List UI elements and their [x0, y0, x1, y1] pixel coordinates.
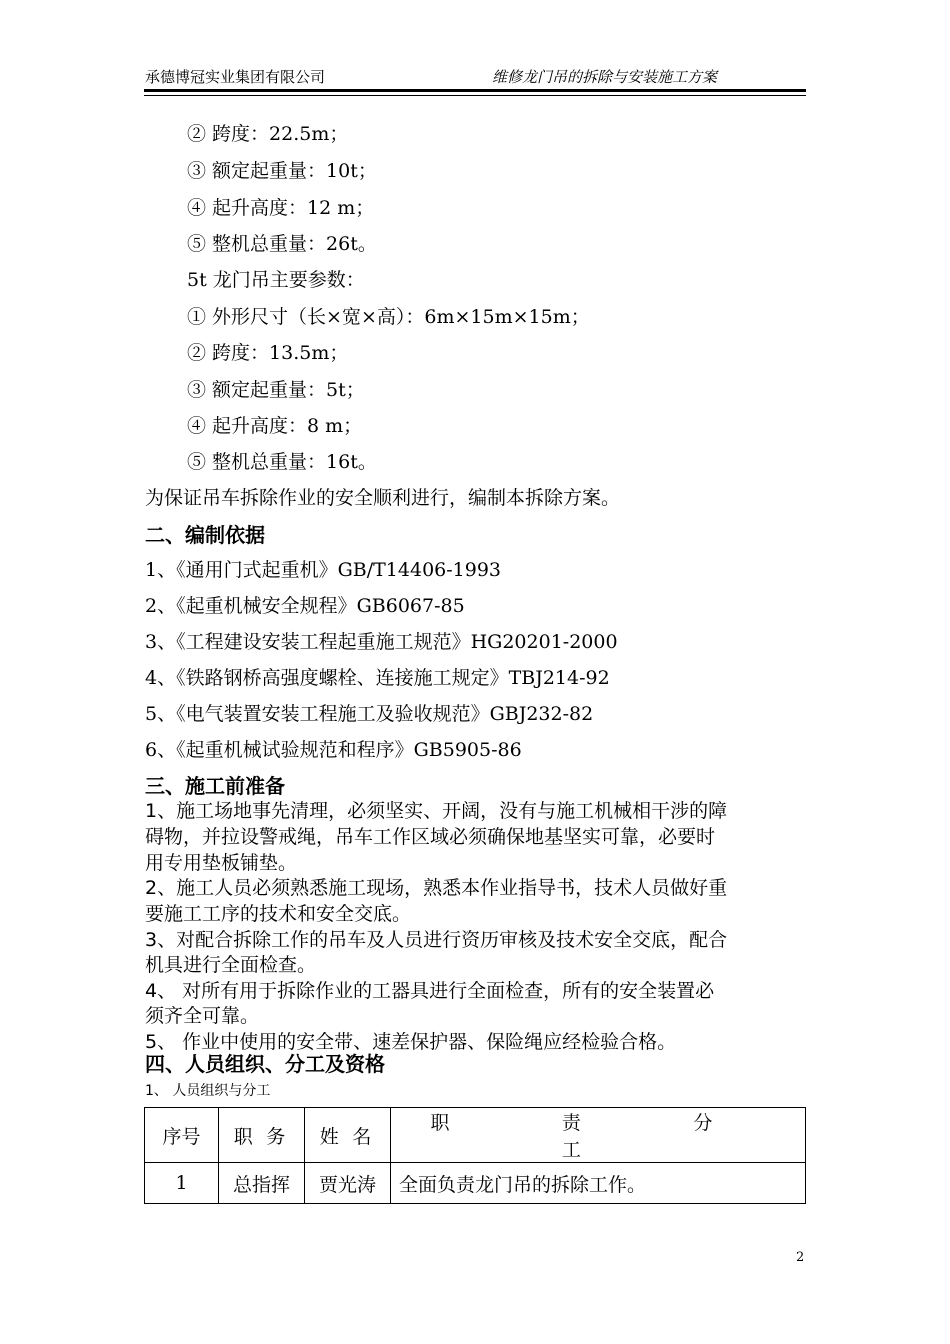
header-cell-duty: 职 责 分 工 [391, 1108, 806, 1163]
reference-item: 4、《铁路钢桥高强度螺栓、连接施工规定》TBJ214-92 [145, 667, 610, 689]
spec-5t-capacity: ③ 额定起重量：5t； [187, 379, 365, 401]
header-rule-thick [144, 89, 806, 92]
reference-item: 6、《起重机械试验规范和程序》GB5905-86 [145, 739, 522, 761]
prep-line: 要施工工序的技术和安全交底。 [145, 903, 412, 925]
section-3-heading: 三、施工前准备 [145, 774, 285, 798]
cell-index: 1 [145, 1163, 219, 1204]
prep-line: 机具进行全面检查。 [145, 954, 317, 976]
prep-line: 须齐全可靠。 [145, 1005, 260, 1027]
spec-10t-lift-height: ④ 起升高度：12 m； [187, 197, 375, 219]
header-rule-thin [144, 95, 806, 96]
header-cell-role: 职 务 [219, 1108, 305, 1163]
prep-line: 1、施工场地事先清理，必须坚实、开阔，没有与施工机械相干涉的障 [145, 800, 728, 822]
staff-table [144, 1107, 806, 1204]
reference-item: 5、《电气装置安装工程施工及验收规范》GBJ232-82 [145, 703, 594, 725]
spec-5t-title: 5t 龙门吊主要参数： [187, 269, 365, 291]
spec-5t-lift-height: ④ 起升高度：8 m； [187, 415, 363, 437]
reference-item: 2、《起重机械安全规程》GB6067-85 [145, 595, 465, 617]
table-row [145, 1163, 806, 1204]
reference-item: 1、《通用门式起重机》GB/T14406-1993 [145, 559, 502, 581]
spec-10t-capacity: ③ 额定起重量：10t； [187, 160, 377, 182]
spec-10t-span: ② 跨度：22.5m； [187, 123, 349, 145]
cell-role: 总指挥 [219, 1163, 305, 1204]
header-cell-index: 序号 [145, 1108, 219, 1163]
header-company: 承德博冠实业集团有限公司 [145, 68, 326, 86]
cell-name: 贾光涛 [305, 1163, 391, 1204]
header-cell-name: 姓 名 [305, 1108, 391, 1163]
cell-duty: 全面负责龙门吊的拆除工作。 [391, 1163, 806, 1204]
spec-5t-total-weight: ⑤ 整机总重量：16t。 [187, 451, 377, 473]
table-header-row [145, 1108, 806, 1163]
page-number: 2 [796, 1250, 805, 1265]
prep-line: 5、 作业中使用的安全带、速差保护器、保险绳应经检验合格。 [145, 1031, 677, 1053]
prep-line: 4、 对所有用于拆除作业的工器具进行全面检查，所有的安全装置必 [145, 980, 715, 1002]
prep-line: 碍物，并拉设警戒绳，吊车工作区域必须确保地基坚实可靠，必要时 [145, 826, 716, 848]
reference-item: 3、《工程建设安装工程起重施工规范》HG20201-2000 [145, 631, 618, 653]
section-4-subtitle: 1、 人员组织与分工 [145, 1083, 271, 1099]
purpose-text: 为保证吊车拆除作业的安全顺利进行，编制本拆除方案。 [145, 487, 621, 509]
prep-line: 3、对配合拆除工作的吊车及人员进行资历审核及技术安全交底，配合 [145, 929, 728, 951]
spec-5t-span: ② 跨度：13.5m； [187, 342, 349, 364]
spec-10t-total-weight: ⑤ 整机总重量：26t。 [187, 233, 377, 255]
header-doc-title: 维修龙门吊的拆除与安装施工方案 [492, 68, 718, 86]
prep-line: 用专用垫板铺垫。 [145, 852, 298, 874]
prep-line: 2、施工人员必须熟悉施工现场，熟悉本作业指导书，技术人员做好重 [145, 877, 728, 899]
section-2-heading: 二、编制依据 [145, 523, 265, 547]
spec-5t-dimensions: ① 外形尺寸（长×宽×高）：6m×15m×15m； [187, 306, 590, 328]
section-4-heading: 四、人员组织、分工及资格 [145, 1052, 385, 1076]
